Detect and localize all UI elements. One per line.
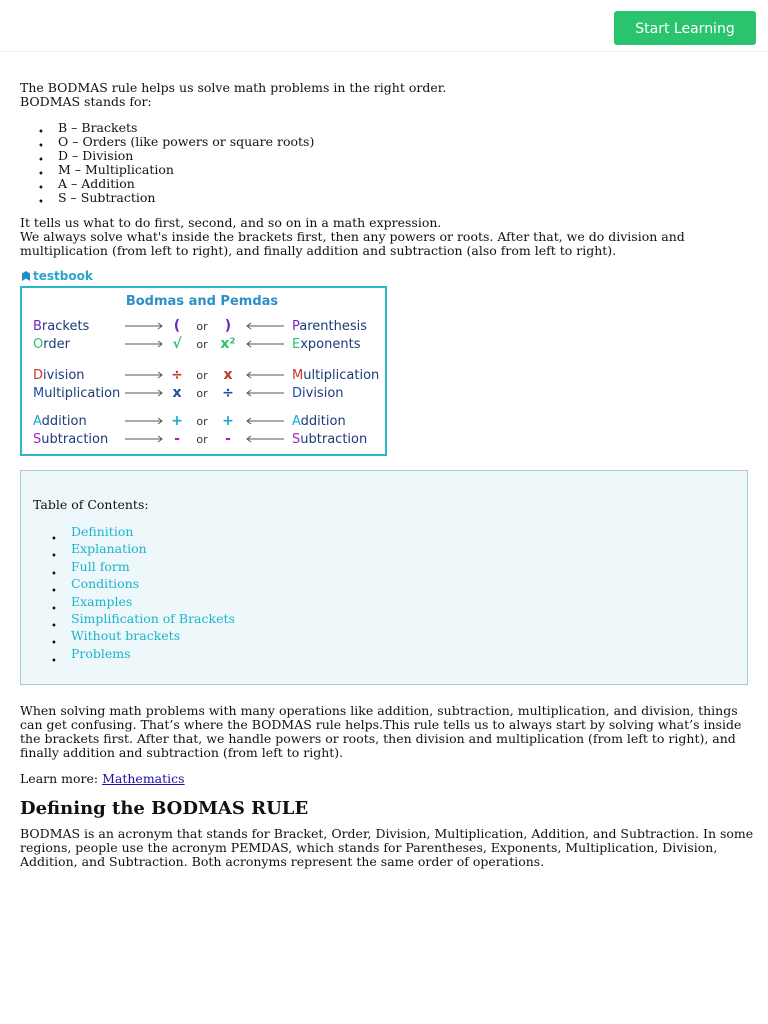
bullet-icon: • — [38, 155, 44, 166]
learn-more — [20, 771, 185, 786]
para3-text: When solving math problems with many operations like addition, subtraction, multiplication, and division, things can get confusing. That’s where the BODMAS rule helps.This rule tells us to always start by solving what’s inside the brackets first. After that, we handle powers or roots, then division and multiplication (from left to right), and finally addition and subtraction (from left to right). — [20, 703, 742, 760]
diagram-or: or — [196, 338, 208, 351]
diagram-or: or — [196, 387, 208, 400]
table-of-contents — [20, 470, 748, 685]
list-item — [38, 162, 314, 180]
logo-text: testbook — [33, 269, 93, 283]
diagram-right-label: Addition — [292, 414, 346, 429]
toc-link[interactable]: Full form — [71, 558, 130, 574]
diagram-left-label: Brackets — [33, 319, 90, 334]
list-item-label: O – Orders (like powers or square roots) — [58, 134, 315, 149]
diagram-symbol: ( — [173, 318, 181, 334]
diagram-symbol: ÷ — [171, 367, 183, 383]
toc-title: Table of Contents: — [33, 497, 149, 512]
learn-more-label: Learn more: — [20, 771, 99, 786]
diagram-symbol: - — [174, 431, 180, 447]
bullet-icon: • — [38, 169, 44, 180]
bullet-icon: • — [38, 141, 44, 152]
diagram-svg — [22, 288, 385, 454]
intro-text — [20, 81, 750, 109]
toc-item-without-brackets[interactable] — [51, 627, 235, 650]
bullet-icon: • — [51, 620, 57, 632]
diagram-symbol: - — [225, 431, 231, 447]
diagram-symbol: x — [223, 367, 233, 383]
diagram-symbol: x — [172, 385, 182, 401]
toc-link[interactable]: Problems — [71, 645, 131, 661]
diagram-right-label: Parenthesis — [292, 319, 368, 334]
diagram-left-label: Division — [33, 368, 85, 383]
toc-link[interactable]: Without brackets — [71, 628, 181, 644]
diagram-symbol: + — [171, 413, 183, 429]
testbook-logo-icon — [22, 271, 30, 281]
mathematics-link[interactable]: Mathematics — [102, 771, 185, 786]
bullet-icon: • — [38, 197, 44, 208]
bullet-icon: • — [38, 183, 44, 194]
diagram-or: or — [196, 415, 208, 428]
diagram-title: Bodmas and Pemdas — [125, 294, 279, 309]
diagram-or: or — [196, 320, 208, 333]
diagram-symbol: + — [222, 413, 234, 429]
bullet-icon: • — [51, 534, 57, 545]
toc-item-problems[interactable] — [51, 645, 235, 667]
list-item-label: B – Brackets — [58, 120, 138, 135]
diagram-or: or — [196, 433, 208, 446]
diagram-left-label: Addition — [33, 414, 87, 429]
diagram-rows — [33, 318, 379, 447]
top-bar — [0, 0, 768, 52]
intro-line-2: BODMAS stands for: — [20, 94, 152, 109]
testbook-logo — [22, 269, 93, 283]
toc-item-definition[interactable] — [51, 523, 235, 545]
toc-link[interactable]: Conditions — [71, 576, 140, 592]
diagram-symbol: ) — [224, 318, 232, 334]
toc-item-conditions[interactable] — [51, 575, 235, 598]
para2-line-1: It tells us what to do first, second, and so on in a math expression. — [20, 215, 442, 230]
toc-item-explanation[interactable] — [51, 540, 235, 563]
diagram-or: or — [196, 369, 208, 382]
diagram-right-label: Division — [292, 386, 344, 401]
para2-line-2: We always solve what's inside the brackets first, then any powers or roots. After that, we do division and multiplication (from left to right), and finally addition and subtraction (also from left to right). — [20, 229, 685, 258]
section-heading: Defining the BODMAS RULE — [20, 798, 309, 819]
list-item — [38, 120, 314, 138]
explanation-text — [20, 216, 755, 258]
diagram-symbol: √ — [172, 336, 182, 352]
list-item — [38, 148, 314, 166]
bullet-icon: • — [51, 603, 57, 615]
diagram-left-label: Order — [33, 337, 70, 352]
definition-paragraph — [20, 827, 755, 869]
list-item-label: D – Division — [58, 148, 134, 163]
list-item — [38, 190, 314, 208]
diagram-left-label: Subtraction — [33, 432, 109, 447]
diagram-right-label: Subtraction — [292, 432, 368, 447]
diagram-right-label: Exponents — [292, 337, 361, 352]
toc-item-simplification[interactable] — [51, 610, 235, 632]
bullet-icon: • — [38, 127, 44, 138]
para4-text: BODMAS is an acronym that stands for Bracket, Order, Division, Multiplication, Addition, and Subtraction. In some regions, people use the acronym PEMDAS, which stands for Parentheses, Exponents, Multiplication, Division, Addition, and Subtraction. Both acronyms represent the same order of operations. — [20, 826, 754, 869]
start-learning-button[interactable]: Start Learning — [614, 11, 756, 45]
diagram-left-label: Multiplication — [33, 386, 121, 401]
toc-item-full-form[interactable] — [51, 558, 235, 580]
toc-link[interactable]: Examples — [71, 593, 133, 609]
bullet-icon: • — [51, 568, 57, 580]
diagram-right-label: Multiplication — [292, 368, 380, 383]
toc-link[interactable]: Simplification of Brackets — [71, 610, 235, 626]
diagram-symbol: ÷ — [222, 385, 234, 401]
list-item-label: A – Addition — [58, 176, 135, 191]
bodmas-list — [38, 120, 315, 208]
toc-link[interactable]: Explanation — [71, 541, 147, 557]
toc-link[interactable]: Definition — [71, 524, 134, 539]
intro-line-1: The BODMAS rule helps us solve math problems in the right order. — [20, 80, 447, 95]
list-item — [38, 176, 314, 194]
list-item-label: S – Subtraction — [58, 190, 156, 205]
bullet-icon: • — [51, 655, 57, 667]
bullet-icon: • — [51, 586, 57, 598]
bullet-icon: • — [51, 638, 57, 650]
list-item-label: M – Multiplication — [58, 162, 174, 177]
bodmas-pemdas-diagram — [20, 286, 387, 456]
list-item — [38, 134, 315, 152]
toc-item-examples[interactable] — [51, 593, 235, 615]
diagram-symbol: x² — [220, 336, 236, 352]
bullet-icon: • — [51, 551, 57, 563]
intro-paragraph — [20, 704, 750, 760]
toc-list — [51, 523, 235, 667]
